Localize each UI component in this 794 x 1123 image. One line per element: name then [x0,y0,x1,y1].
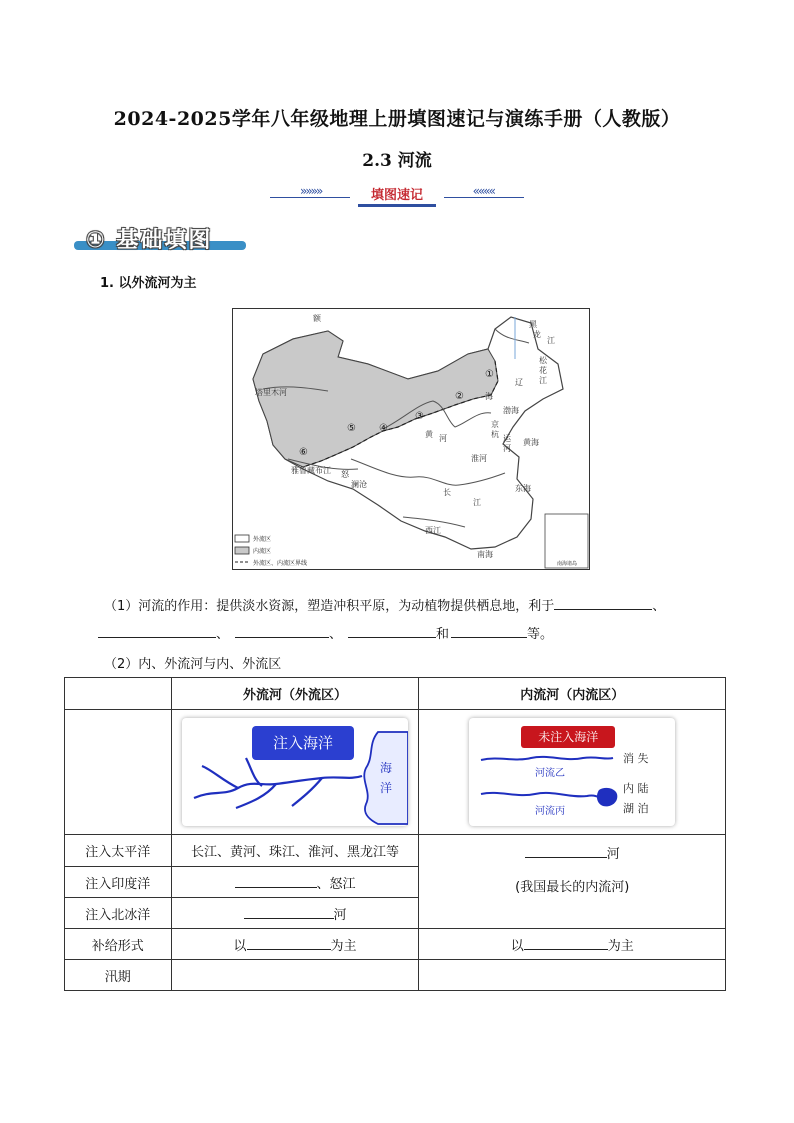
inner-supply-prefix: 以 [510,938,524,954]
row-label-pacific: 注入太平洋 [65,835,172,867]
label-chang: 长 [443,488,451,497]
marker-2: ② [455,391,464,402]
label-donghai: 东海 [515,484,531,493]
table-header-outer: 外流河（外流区） [171,678,419,710]
section-number: ① [86,228,107,253]
row-label-indian: 注入印度洋 [65,867,172,898]
outer-river-main [194,776,362,798]
outer-river-trib3 [236,784,276,808]
inner-river-c-label: 河流丙 [535,806,566,817]
inner-river-cell [419,835,726,929]
marker-6: ⑥ [299,447,308,458]
china-river-map [232,308,590,570]
inset-label: 南海诸岛 [557,561,578,567]
indian-cell [171,867,419,898]
ocean-char-2: 洋 [380,781,393,795]
inset-box [545,514,588,568]
inner-river-line [419,843,725,862]
legend-box-inner [235,547,249,554]
label-heilong-2: 龙 [533,330,541,339]
legend-label-boundary: 外流区、内流区界线 [253,560,308,567]
banner-label: 填图速记 [358,184,436,207]
blank-use-5[interactable] [451,624,527,638]
label-yun: 运 [503,434,511,443]
blank-outer-supply[interactable] [247,936,331,950]
blank-arctic[interactable] [244,905,334,919]
table-diagram-empty [65,710,172,835]
label-he: 河 [503,444,511,453]
inner-lake-label-1: 内 陆 [623,782,649,795]
outer-river-trib2 [246,758,262,786]
outer-diagram-cell [171,710,419,835]
label-bohai: 渤海 [503,406,519,415]
table-row [65,960,726,991]
section-title: 基础填图 [116,228,213,253]
inner-supply-cell [419,929,726,960]
label-songhua-3: 江 [539,376,547,385]
pacific-rivers: 长江、黄河、珠江、淮河、黑龙江等 [171,835,419,867]
q1p1-sep4: 和 [436,627,450,642]
label-songhua-2: 花 [539,366,547,375]
row-label-flood: 汛期 [65,960,172,991]
outer-supply-prefix: 以 [233,938,247,954]
section-banner [270,184,524,204]
inner-river-card [469,718,675,826]
legend-box-outer [235,535,249,542]
question-1-part-2-title: （2）内、外流河与内、外流区 [104,657,282,672]
label-jing: 京 [491,420,499,429]
question-1-part-1-line-2 [98,623,553,642]
inner-river-svg [469,718,675,826]
marker-4: ④ [379,423,388,434]
blank-inner-river[interactable] [525,844,607,858]
indian-suffix: 、怒江 [316,876,356,892]
row-label-arctic: 注入北冰洋 [65,898,172,929]
banner-arrows-right-icon: «««« [472,184,494,198]
table-diagram-row [65,710,726,835]
ocean-coast [364,732,408,824]
ocean-char-1: 海 [380,761,393,775]
outer-supply-suffix: 为主 [330,938,357,954]
question-1-title: 1. 以外流河为主 [100,276,197,291]
outer-supply-cell [171,929,419,960]
marker-1: ① [485,369,494,380]
label-heilong-3: 江 [547,336,555,345]
label-yellow2: 河 [439,434,447,443]
inner-card-label: 未注入海洋 [521,726,615,748]
inner-diagram-cell [419,710,726,835]
q1p1-end: 等。 [527,627,554,642]
inner-river-suffix: 河 [606,846,620,862]
q1p1-text: （1）河流的作用：提供淡水资源，塑造冲积平原，为动植物提供栖息地，利于 [104,599,555,614]
question-1-part-1-line-1 [104,595,665,614]
table-header-row [65,678,726,710]
table-header-inner: 内流河（内流区） [419,678,726,710]
blank-use-4[interactable] [348,624,436,638]
inner-supply-suffix: 为主 [607,938,634,954]
blank-inner-supply[interactable] [524,936,608,950]
arctic-suffix: 河 [333,907,347,923]
row-label-supply: 补给形式 [65,929,172,960]
marker-3: ③ [415,411,424,422]
legend-label-outer: 外流区 [253,536,272,543]
table-header-empty [65,678,172,710]
outer-river-card [182,718,408,826]
blank-use-3[interactable] [235,624,329,638]
legend-label-inner: 内流区 [253,548,272,555]
label-jiang: 江 [473,498,481,507]
label-songhua-1: 松 [539,356,547,365]
label-hai: 海 [485,392,493,401]
outer-river-trib1 [202,766,238,788]
label-nu: 怒 [341,470,349,479]
label-lancang: 澜沧 [351,480,367,489]
banner-arrows-left-icon: »»»» [300,184,322,198]
outer-card-label: 注入海洋 [252,726,354,760]
label-huai: 淮河 [471,454,487,463]
marker-5: ⑤ [347,423,356,434]
label-yellow: 黄 [425,430,433,439]
inner-river-b-label: 河流乙 [535,768,566,779]
outer-flood-cell[interactable] [171,960,419,991]
inner-lake-label-2: 湖 泊 [623,802,649,815]
china-map-svg [233,309,589,569]
label-xijiang: 西江 [425,526,441,535]
inner-lake [597,788,617,806]
blank-use-2[interactable] [98,624,216,638]
inner-flood-cell[interactable] [419,960,726,991]
blank-use-1[interactable] [554,596,652,610]
outer-river-svg [182,718,408,826]
q1p1-sep1: 、 [652,599,666,614]
q1p1-sep2: 、 [216,627,230,642]
banner-line-right [444,197,524,198]
inner-river-b [481,757,613,760]
section-heading-text [86,223,212,254]
table-row [65,929,726,960]
section-heading [70,226,248,252]
label-liao: 辽 [515,378,523,387]
label-tarim: 塔里木河 [255,388,287,397]
page-subtitle: 2.3 河流 [362,151,432,171]
arctic-cell [171,898,419,929]
label-ezhi: 额 [313,314,321,323]
inner-river-note: (我国最长的内流河) [515,879,630,895]
label-huanghai: 黄海 [523,438,539,447]
page-title: 2024-2025学年八年级地理上册填图速记与演练手册（人教版） [113,108,681,130]
inner-vanish-label: 消 失 [623,752,649,765]
label-heilong-1: 黑 [529,320,537,329]
label-nanhai: 南海 [477,550,493,559]
q1p1-sep3: 、 [329,627,343,642]
label-hang: 杭 [491,430,499,439]
table-row [65,835,726,867]
blank-indian[interactable] [235,874,317,888]
label-yarlung: 雅鲁藏布江 [291,466,331,475]
inner-river-c [481,793,603,798]
river-comparison-table [64,677,726,991]
